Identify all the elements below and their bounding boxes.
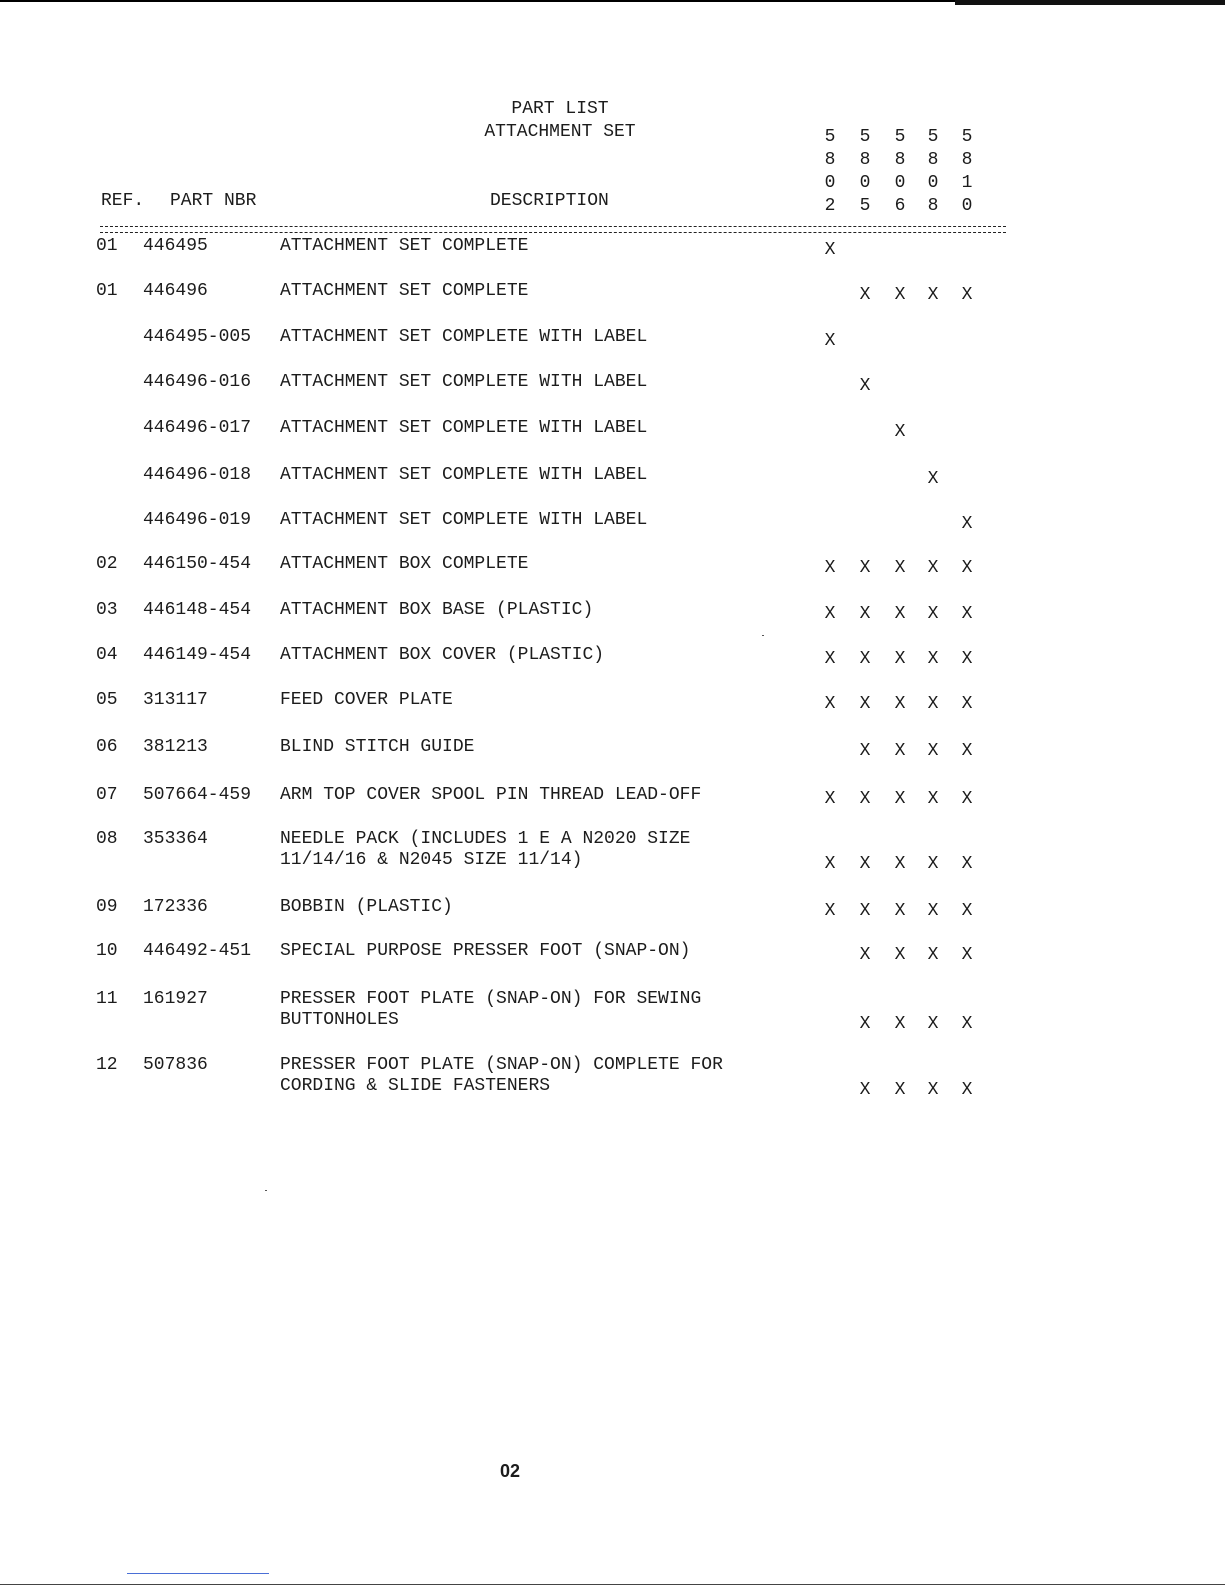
ref-cell: 06 — [96, 737, 118, 757]
model-digit: 0 — [894, 173, 906, 193]
description-cell: ATTACHMENT BOX COVER (PLASTIC) — [280, 645, 605, 665]
ref-cell: 11 — [96, 989, 118, 1009]
model-digit: 5 — [859, 196, 871, 216]
model-column-header — [855, 126, 875, 218]
applicability-mark: X — [859, 945, 871, 965]
part-number-cell: 446496-016 — [143, 372, 252, 392]
applicability-mark: X — [961, 604, 973, 624]
model-digit: 8 — [859, 150, 871, 170]
applicability-mark: X — [927, 789, 939, 809]
model-digit: 8 — [927, 150, 939, 170]
applicability-mark: X — [961, 945, 973, 965]
part-number-cell: 446149-454 — [143, 645, 252, 665]
applicability-mark: X — [859, 558, 871, 578]
ref-cell: 07 — [96, 785, 118, 805]
description-cell: 11/14/16 & N2045 SIZE 11/14) — [280, 850, 583, 870]
applicability-mark: X — [894, 901, 906, 921]
ref-cell: 10 — [96, 941, 118, 961]
description-cell: ARM TOP COVER SPOOL PIN THREAD LEAD-OFF — [280, 785, 702, 805]
applicability-mark: X — [824, 854, 836, 874]
applicability-mark: X — [927, 604, 939, 624]
description-cell: ATTACHMENT SET COMPLETE WITH LABEL — [280, 418, 648, 438]
ref-cell: 08 — [96, 829, 118, 849]
applicability-mark: X — [894, 604, 906, 624]
applicability-mark: X — [894, 789, 906, 809]
applicability-mark: X — [927, 1080, 939, 1100]
description-cell: ATTACHMENT SET COMPLETE — [280, 281, 529, 301]
applicability-mark: X — [961, 901, 973, 921]
part-number-cell: 353364 — [143, 829, 208, 849]
ref-cell: 01 — [96, 236, 118, 256]
applicability-mark: X — [894, 649, 906, 669]
applicability-mark: X — [927, 558, 939, 578]
model-digit: 0 — [927, 173, 939, 193]
applicability-mark: X — [894, 558, 906, 578]
applicability-mark: X — [859, 285, 871, 305]
description-cell: ATTACHMENT SET COMPLETE WITH LABEL — [280, 372, 648, 392]
model-column-header — [820, 126, 840, 218]
applicability-mark: X — [859, 741, 871, 761]
model-digit: 5 — [824, 127, 836, 147]
model-digit: 8 — [894, 150, 906, 170]
part-number-cell: 446150-454 — [143, 554, 252, 574]
part-number-cell: 507836 — [143, 1055, 208, 1075]
model-column-header — [957, 126, 977, 218]
model-digit: 1 — [961, 173, 973, 193]
model-digit: 8 — [824, 150, 836, 170]
ref-cell: 05 — [96, 690, 118, 710]
description-cell: ATTACHMENT SET COMPLETE WITH LABEL — [280, 510, 648, 530]
applicability-mark: X — [824, 558, 836, 578]
applicability-mark: X — [859, 376, 871, 396]
applicability-mark: X — [894, 1080, 906, 1100]
applicability-mark: X — [961, 285, 973, 305]
applicability-mark: X — [927, 1014, 939, 1034]
applicability-mark: X — [859, 649, 871, 669]
part-number-cell: 172336 — [143, 897, 208, 917]
applicability-mark: X — [894, 945, 906, 965]
part-number-cell: 446495-005 — [143, 327, 252, 347]
applicability-mark: X — [859, 1014, 871, 1034]
applicability-mark: X — [894, 285, 906, 305]
description-cell: ATTACHMENT BOX BASE (PLASTIC) — [280, 600, 594, 620]
description-cell: ATTACHMENT BOX COMPLETE — [280, 554, 529, 574]
applicability-mark: X — [927, 649, 939, 669]
model-digit: 5 — [859, 127, 871, 147]
applicability-mark: X — [894, 741, 906, 761]
applicability-mark: X — [859, 1080, 871, 1100]
applicability-mark: X — [927, 469, 939, 489]
applicability-mark: X — [927, 741, 939, 761]
scan-speck — [762, 635, 764, 636]
description-cell: ATTACHMENT SET COMPLETE — [280, 236, 529, 256]
page-subtitle: ATTACHMENT SET — [484, 122, 636, 142]
applicability-mark: X — [961, 694, 973, 714]
applicability-mark: X — [927, 901, 939, 921]
ref-column-header: REF. — [101, 191, 145, 211]
description-cell: FEED COVER PLATE — [280, 690, 453, 710]
description-cell: PRESSER FOOT PLATE (SNAP-ON) FOR SEWING — [280, 989, 702, 1009]
part-number-cell: 446492-451 — [143, 941, 252, 961]
page-title: PART LIST — [511, 99, 609, 119]
model-digit: 5 — [927, 127, 939, 147]
description-cell: NEEDLE PACK (INCLUDES 1 E A N2020 SIZE — [280, 829, 691, 849]
applicability-mark: X — [824, 901, 836, 921]
applicability-mark: X — [961, 1080, 973, 1100]
description-cell: CORDING & SLIDE FASTENERS — [280, 1076, 551, 1096]
applicability-mark: X — [824, 789, 836, 809]
part-number-cell: 313117 — [143, 690, 208, 710]
applicability-mark: X — [961, 558, 973, 578]
applicability-mark: X — [927, 694, 939, 714]
applicability-mark: X — [824, 604, 836, 624]
description-cell: BOBBIN (PLASTIC) — [280, 897, 453, 917]
applicability-mark: X — [859, 604, 871, 624]
description-cell: ATTACHMENT SET COMPLETE WITH LABEL — [280, 327, 648, 347]
header-double-rule — [100, 226, 1006, 233]
part-number-cell: 161927 — [143, 989, 208, 1009]
part-number-cell: 446496 — [143, 281, 208, 301]
applicability-mark: X — [824, 649, 836, 669]
part-number-cell: 381213 — [143, 737, 208, 757]
part-number-cell: 446148-454 — [143, 600, 252, 620]
model-digit: 2 — [824, 196, 836, 216]
model-digit: 6 — [894, 196, 906, 216]
applicability-mark: X — [859, 789, 871, 809]
part-number-cell: 446496-018 — [143, 465, 252, 485]
applicability-mark: X — [894, 694, 906, 714]
applicability-mark: X — [859, 694, 871, 714]
model-digit: 5 — [961, 127, 973, 147]
ref-cell: 01 — [96, 281, 118, 301]
ref-cell: 12 — [96, 1055, 118, 1075]
applicability-mark: X — [927, 945, 939, 965]
applicability-mark: X — [961, 649, 973, 669]
part-number-cell: 446495 — [143, 236, 208, 256]
model-digit: 0 — [824, 173, 836, 193]
ref-cell: 09 — [96, 897, 118, 917]
applicability-mark: X — [859, 901, 871, 921]
applicability-mark: X — [961, 1014, 973, 1034]
applicability-mark: X — [961, 741, 973, 761]
description-cell: BUTTONHOLES — [280, 1010, 399, 1030]
model-digit: 0 — [961, 196, 973, 216]
ref-cell: 03 — [96, 600, 118, 620]
part-number-cell: 507664-459 — [143, 785, 252, 805]
applicability-mark: X — [859, 854, 871, 874]
applicability-mark: X — [961, 854, 973, 874]
part-number-cell: 446496-017 — [143, 418, 252, 438]
applicability-mark: X — [824, 331, 836, 351]
model-digit: 8 — [961, 150, 973, 170]
model-column-header — [890, 126, 910, 218]
part-number-cell: 446496-019 — [143, 510, 252, 530]
ref-cell: 04 — [96, 645, 118, 665]
description-cell: BLIND STITCH GUIDE — [280, 737, 475, 757]
applicability-mark: X — [824, 694, 836, 714]
applicability-mark: X — [824, 240, 836, 260]
model-digit: 8 — [927, 196, 939, 216]
description-cell: ATTACHMENT SET COMPLETE WITH LABEL — [280, 465, 648, 485]
applicability-mark: X — [927, 285, 939, 305]
applicability-mark: X — [894, 422, 906, 442]
scan-edge-mark — [127, 1573, 269, 1574]
description-cell: PRESSER FOOT PLATE (SNAP-ON) COMPLETE FOR — [280, 1055, 723, 1075]
page-number: 02 — [499, 1461, 521, 1481]
model-column-header — [923, 126, 943, 218]
applicability-mark: X — [894, 854, 906, 874]
description-cell: SPECIAL PURPOSE PRESSER FOOT (SNAP-ON) — [280, 941, 691, 961]
description-column-header: DESCRIPTION — [490, 191, 609, 211]
applicability-mark: X — [961, 514, 973, 534]
part-number-column-header: PART NBR — [170, 191, 257, 211]
top-border-scan-mark — [955, 0, 1225, 5]
ref-cell: 02 — [96, 554, 118, 574]
model-digit: 0 — [859, 173, 871, 193]
applicability-mark: X — [894, 1014, 906, 1034]
applicability-mark: X — [961, 789, 973, 809]
applicability-mark: X — [927, 854, 939, 874]
model-digit: 5 — [894, 127, 906, 147]
scan-speck — [265, 1190, 267, 1191]
